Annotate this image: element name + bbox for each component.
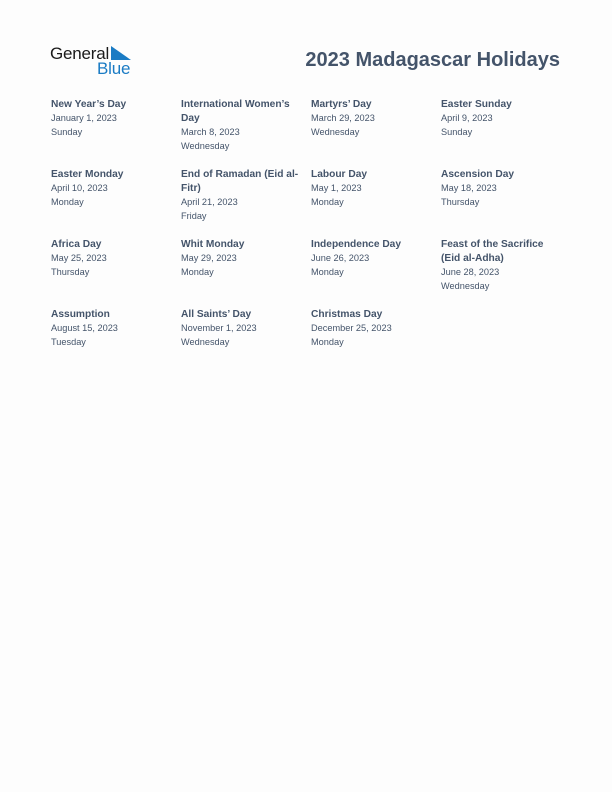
holiday-name: New Year’s Day xyxy=(51,99,127,110)
holiday-date: January 1, 2023 xyxy=(51,113,117,123)
holiday-item xyxy=(441,98,563,139)
generalblue-logo xyxy=(50,44,140,78)
holiday-date: April 10, 2023 xyxy=(51,183,108,193)
holiday-weekday: Monday xyxy=(311,196,344,207)
page-title: 2023 Madagascar Holidays xyxy=(305,49,560,71)
holiday-name: International Women’s Day xyxy=(181,99,290,124)
holiday-date: August 15, 2023 xyxy=(51,323,118,333)
holiday-item xyxy=(181,238,303,279)
holiday-item xyxy=(311,308,433,349)
holiday-item xyxy=(181,98,303,153)
holiday-name: Whit Monday xyxy=(181,239,245,250)
holiday-weekday: Sunday xyxy=(441,126,473,137)
holiday-name: Easter Sunday xyxy=(441,99,512,110)
holiday-weekday: Monday xyxy=(51,196,84,207)
holiday-date: May 29, 2023 xyxy=(181,253,237,263)
holiday-weekday: Wednesday xyxy=(181,140,230,151)
holiday-name: Ascension Day xyxy=(441,169,515,180)
logo-triangle-icon xyxy=(111,46,131,60)
holiday-date: December 25, 2023 xyxy=(311,323,392,333)
holiday-date: June 26, 2023 xyxy=(311,253,370,263)
holiday-item xyxy=(181,168,303,223)
holiday-name: Martyrs’ Day xyxy=(311,99,372,110)
holiday-name: Independence Day xyxy=(311,239,402,250)
holiday-weekday: Thursday xyxy=(441,196,480,207)
holiday-item xyxy=(51,238,173,279)
holiday-item xyxy=(311,98,433,139)
holiday-item xyxy=(181,308,303,349)
holiday-item xyxy=(441,238,563,293)
holiday-date: November 1, 2023 xyxy=(181,323,257,333)
holiday-name: End of Ramadan (Eid al-Fitr) xyxy=(181,169,299,194)
logo-blue-text: Blue xyxy=(97,59,131,78)
holiday-item xyxy=(51,168,173,209)
holiday-name: Assumption xyxy=(51,309,110,320)
holiday-name: Christmas Day xyxy=(311,309,383,320)
logo-general-text: General xyxy=(50,44,110,63)
holiday-item xyxy=(311,238,433,279)
holiday-name: Africa Day xyxy=(51,239,102,250)
holiday-name: Labour Day xyxy=(311,169,368,180)
holiday-name: Easter Monday xyxy=(51,169,124,180)
holiday-weekday: Wednesday xyxy=(441,280,490,291)
holiday-date: June 28, 2023 xyxy=(441,267,500,277)
holiday-weekday: Tuesday xyxy=(51,336,86,347)
holiday-weekday: Monday xyxy=(311,336,344,347)
holiday-item xyxy=(311,168,433,209)
holiday-date: May 18, 2023 xyxy=(441,183,497,193)
holiday-date: May 25, 2023 xyxy=(51,253,107,263)
holiday-weekday: Thursday xyxy=(51,266,90,277)
holiday-date: May 1, 2023 xyxy=(311,183,362,193)
holiday-date: April 21, 2023 xyxy=(181,197,238,207)
holiday-weekday: Wednesday xyxy=(311,126,360,137)
holiday-weekday: Sunday xyxy=(51,126,83,137)
holiday-date: March 29, 2023 xyxy=(311,113,375,123)
holiday-weekday: Monday xyxy=(311,266,344,277)
holiday-weekday: Monday xyxy=(181,266,214,277)
holiday-item xyxy=(441,168,563,209)
holiday-date: March 8, 2023 xyxy=(181,127,240,137)
holiday-weekday: Wednesday xyxy=(181,336,230,347)
holiday-date: April 9, 2023 xyxy=(441,113,493,123)
holiday-name: Feast of the Sacrifice (Eid al-Adha) xyxy=(441,239,544,264)
holiday-item xyxy=(51,98,173,139)
holiday-name: All Saints’ Day xyxy=(181,309,252,320)
holiday-weekday: Friday xyxy=(181,210,207,221)
holiday-item xyxy=(51,308,173,349)
